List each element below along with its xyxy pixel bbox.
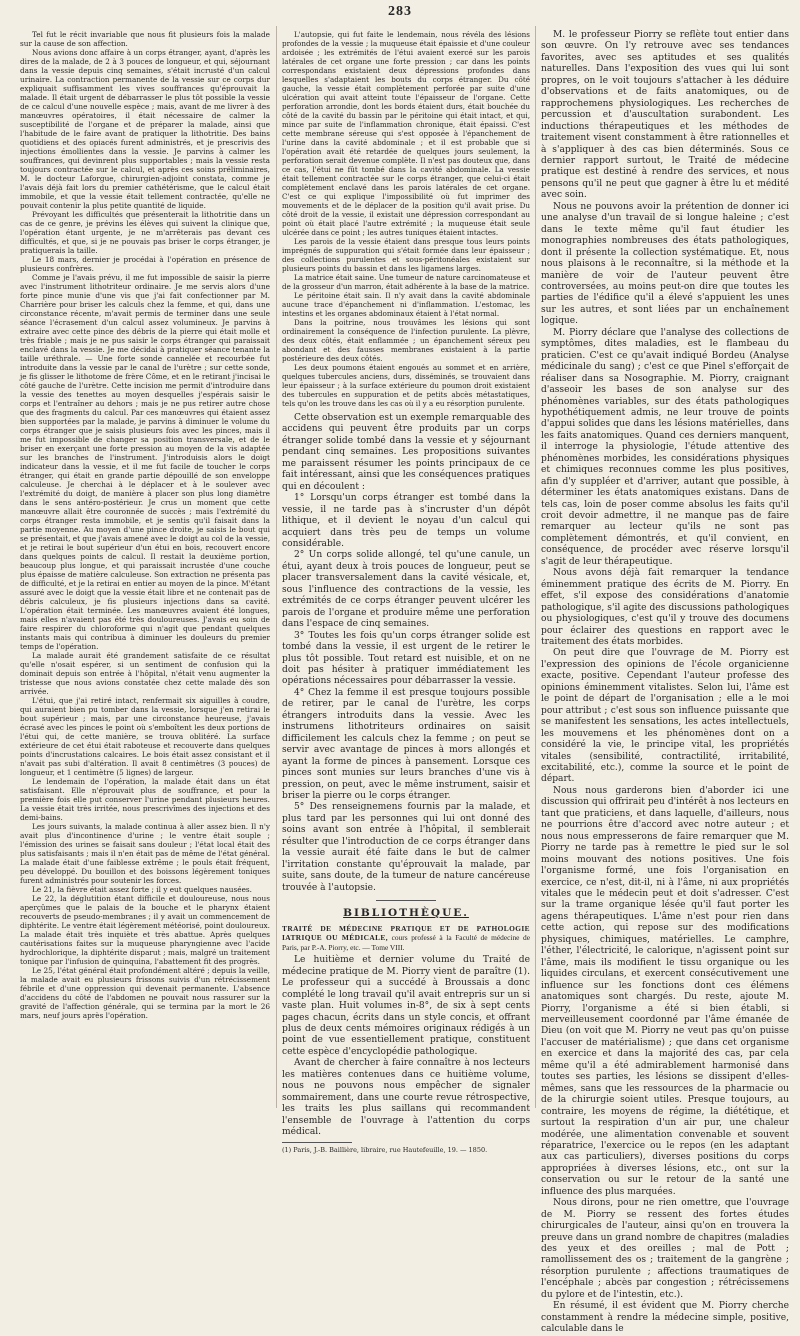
paragraph: Le lendemain de l'opération, la malade était dans un état satisfaisant. Elle n'éprouvait plus de souffrance, et pour la première fois elle put conserver l'urine pendant plusieurs heures. La vessie était très irritée, nous prescrivîmes des injections et des demi-bains. xyxy=(20,777,270,822)
paragraph: En résumé, il est évident que M. Piorry cherche constamment à rendre la médecine simple, positive, calculable dans le xyxy=(541,1301,789,1335)
paragraph: M. le professeur Piorry se reflète tout entier dans son œuvre. On l'y retrouve avec ses tendances favorites, avec ses aptitudes et ses qualités naturelles. Dans l'exposition des vues qui lui sont propres, on le voit toujours s'attacher à les déduire d'observations et de faits anatomiques, ou de rapprochemens physiologiques. Les recherches de percussion et d'auscultation surabondent. Les inductions thérapeutiques et les méthodes de traitement visent constamment à être rationnelles et à s'appliquer à des cas bien déterminés. Sous ce dernier rapport surtout, le Traité de médecine pratique est destiné à rendre des services, et nous pensons qu'il ne peut que gagner à être lu et médité avec soin. xyxy=(541,30,789,201)
paragraph: On peut dire que l'ouvrage de M. Piorry est l'expression des opinions de l'école organicienne exacte, positive. Cependant l'auteur professe des opinions éminemment vitalistes. Selon lui, l'âme est le point de départ de l'organisation ; elle a le moi pour attribut ; c'est sous son influence puissante que se manifestent les sensations, les actes intellectuels, les mouvemens et les phénomènes dont on a considéré la vie, le principe vital, les propriétés vitales (sensibilité, contractilité, irritabilité, excitabilité, etc.), comme la source et le point de départ. xyxy=(541,648,789,785)
book-title: TRAITÉ DE MÉDECINE PRATIQUE ET DE PATHOLOGIE IATRIQUE OU MÉDICALE, xyxy=(282,924,530,943)
paragraph: Nous dirons, pour ne rien omettre, que l'ouvrage de M. Piorry se ressent des fortes études chirurgicales de l'auteur, ainsi qu'on en trouvera la preuve dans un grand nombre de chapitres (maladies des yeux et des oreilles ; mal de Pott ; ramollissement des os ; traitement de la gangrène ; résorption purulente ; affections traumatiques de l'encéphale ; abcès par congestion ; rétrécissemens du pylore et de l'intestin, etc.). xyxy=(541,1198,789,1300)
footnote: (1) Paris, J.-B. Baillière, libraire, rue Hautefeuille, 19. — 1850. xyxy=(282,1145,488,1154)
paragraph: Dans la poitrine, nous trouvâmes les lésions qui sont ordinairement la conséquence de l'infection purulente. La plèvre, des deux côtés, était enflammée ; un épanchement séreux peu abondant et des fausses membranes existaient à la partie postérieure des deux côtés. xyxy=(282,318,530,363)
paragraph: Nous nous garderons bien d'aborder ici une discussion qui offrirait peu d'intérêt à nos lecteurs en tant que praticiens, et dans laquelle, d'ailleurs, nous ne pourrions être d'accord avec notre auteur ; et nous nous empresserons de faire remarquer que M. Piorry ne tarde pas à remettre le pied sur le sol moins mouvant des notions positives. Une fois l'organisme formé, une fois l'organisation en exercice, ce n'est, dit-il, ni à l'âme, ni aux propriétés vitales que le médecin peut et doit s'adresser. C'est sur la trame organique lésée qu'il faut porter les agens thérapeutiques. L'âme n'est pour rien dans cette action, qui repose sur des modifications physiques, chimiques, matérielles. Le camphre, l'éther, l'électricité, le calorique, n'agissent point sur l'âme, mais ils modifient le tissu organique ou les liquides circulans, et exercent consécutivement une influence sur les fonctions dont ces élémens anatomiques sont chargés. Du reste, ajoute M. Piorry, l'organisme a été si bien établi, si merveilleusement coordonné par l'âme émanée de Dieu (on voit que M. Piorry ne veut pas qu'on puisse l'accuser de matérialisme) ; que dans cet organisme en exercice et dans la majorité des cas, par cela même qu'il a été admirablement harmonisé dans toutes ses parties, les lésions se dissipent d'elles-mêmes, sans que les ressources de la pharmacie ou de la chirurgie soient utiles. Presque toujours, au contraire, les moyens de régime, la diététique, et surtout la respiration d'un air pur, une chaleur modérée, une alimentation convenable et souvent réparatrice, l'exercice ou le repos (en les adaptant aux cas particuliers), diverses positions du corps appropriées à diverses lésions, etc., ont sur la conservation ou sur le retour de la santé une influence des plus marquées. xyxy=(541,785,789,1197)
paragraph: 3° Toutes les fois qu'un corps étranger solide est tombé dans la vessie, il est urgent de le retirer le plus tôt possible. Tout retard est nuisible, et on ne doit pas hésiter à pratiquer immédiatement les opérations nécessaires pour débarrasser la vessie. xyxy=(282,630,530,687)
paragraph: Le 25, l'état général était profondément altéré ; depuis la veille, la malade avait eu plusieurs frissons suivis d'un rétrécissement fébrile et d'une oppression qui devenait permanente. L'absence d'accidens du côté de l'abdomen ne pouvait nous rassurer sur la gravité de l'affection générale, qui se termina par la mort le 26 mars, neuf jours après l'opération. xyxy=(20,966,270,1020)
column-1 xyxy=(20,30,270,1108)
paragraph: Le 18 mars, dernier je procédai à l'opération en présence de plusieurs confrères. xyxy=(20,255,270,273)
review-continuation-text xyxy=(541,30,789,1336)
paragraph: Le huitième et dernier volume du Traité de médecine pratique de M. Piorry vient de paraître (1). Le professeur qui a succédé à Broussais a donc complété le long travail qu'il avait entrepris sur un si vaste plan. Huit volumes in-8°, de six à sept cents pages chacun, écrits dans un style concis, et offrant plus de deux cents mémoires originaux rédigés à un point de vue essentiellement pratique, constituent cette espèce d'encyclopédie pathologique. xyxy=(282,955,530,1057)
paragraph: L'autopsie, qui fut faite le lendemain, nous révéla des lésions profondes de la vessie ; la muqueuse était épaissie et d'une couleur ardoisée ; les extrémités de l'étui avaient exercé sur les parois latérales de cet organe une forte pression ; car dans les points correspondans existaient deux dépressions profondes dans lesquelles s'adaptaient les bouts du corps étranger. Du côté gauche, la vessie était complètement perforée par suite d'une ulcération qui avait atteint toute l'épaisseur de l'organe. Cette perforation arrondie, dont les bords étaient durs, était bouchée du côté de la cavité du bassin par le péritoine qui était intact, et qui, mince par suite de l'inflammation chronique, était épaissi. C'est cette membrane séreuse qui s'est opposée à l'épanchement de l'urine dans la cavité abdominale ; et il est probable que si l'opération avait été retardée de quelques jours seulement, la perforation serait devenue complète. Il n'est pas douteux que, dans ce cas, l'étui ne fût tombé dans la cavité abdominale. La vessie était tellement contractée sur le corps étranger, que celui-ci était complètement enclavé dans les parois latérales de cet organe. C'est ce qui explique l'impossibilité où fut imprimer des mouvements et de le déplacer de la position qu'il avait prise. Du côté droit de la vessie, il existait une dépression correspondant au point où était placé l'autre extrémité ; la muqueuse était seule ulcérée dans ce point ; les autres tuniques étaient intactes. xyxy=(282,30,530,237)
case-report-text xyxy=(20,30,270,1020)
paragraph: Nous ne pouvons avoir la prétention de donner ici une analyse d'un travail de si longue haleine ; c'est dans le texte même qu'il faut étudier les monographies nombreuses des états pathologiques, dont il présente la collection systématique. Et, nous nous plaisons à le reconnaître, si la méthode et la manière de voir de l'auteur peuvent être controversées, au moins peut-on dire que toutes les parties de l'édifice qu'il a élevé s'appuient les unes sur les autres, et sont liées par un enchaînement logique. xyxy=(541,201,789,327)
paragraph: Le 21, la fièvre était assez forte ; il y eut quelques nausées. xyxy=(32,885,252,894)
section-separator xyxy=(376,900,436,901)
review-text xyxy=(282,955,530,1138)
paragraph: L'étui, que j'ai retiré intact, renfermait six aiguilles à coudre, qui auraient bien pu tomber dans la vessie, lorsque j'en retirai le bout supérieur ; mais, par une circonstance heureuse, j'avais écrasé avec les pinces le point où s'emboîtent les deux portions de l'étui qui, de cette manière, se trouva oblitéré. La surface extérieure de cet étui était raboteuse et recouverte dans quelques points d'incrustations calcaires. Le bois était assez consistant et il n'avait pas subi d'altération. Il avait 8 centimètres (3 pouces) de longueur, et 1 centimètre (5 lignes) de largeur. xyxy=(20,696,270,777)
paragraph: Prévoyant les difficultés que présenterait la lithotritie dans un cas de ce genre, je prévins les élèves qui suivent la clinique que, l'opération étant urgente, je ne m'arrêterais pas devant ces difficultés, et que, si je ne pouvais pas briser le corps étranger, je pratiquerais la taille. xyxy=(20,210,270,255)
paragraph: Nous avons déjà fait remarquer la tendance éminemment pratique des écrits de M. Piorry. En effet, s'il expose des considérations d'anatomie pathologique, s'il agite des discussions pathologiques ou physiologiques, c'est qu'il y trouve des documens pour éclairer des questions en rapport avec le traitement des états morbides. xyxy=(541,568,789,648)
paragraph: 2° Un corps solide allongé, tel qu'une canule, un étui, ayant deux à trois pouces de longueur, peut se placer transversalement dans la cavité vésicale, et, sous l'influence des contractions de la vessie, les extrémités de ce corps étranger peuvent ulcérer les parois de l'organe et produire même une perforation dans l'espace de cinq semaines. xyxy=(282,550,530,630)
paragraph: 1° Lorsqu'un corps étranger est tombé dans la vessie, il ne tarde pas à s'incruster d'un dépôt lithique, et il devient le noyau d'un calcul qui acquiert dans très peu de temps un volume considérable. xyxy=(282,493,530,549)
autopsy-text xyxy=(282,30,530,408)
paragraph: Nous avions donc affaire à un corps étranger, ayant, d'après les dires de la malade, de 2 à 3 pouces de longueur, et qui, séjournant dans la vessie depuis cinq semaines, s'était incrusté d'un calcul urinaire. La contraction permanente de la vessie sur ce corps dur expliquait suffisamment les vives souffrances qu'éprouvait la malade. Il était urgent de débarrasser le plus tôt possible la vessie de ce calcul d'une nouvelle espèce ; mais, avant de me livrer à des manœuvres opératoires, il était nécessaire de calmer la susceptibilité de l'organe et de préparer la malade, ainsi que l'habitude de le faire avant de pratiquer la lithotritie. Des bains quotidiens et des opiacés furent administrés, et je prescrivis des injections émollientes dans la vessie. Je parvins à calmer les souffrances, qui devinrent plus supportables ; mais la vessie resta toujours contractée sur le calcul, et après ces soins préliminaires, M. le docteur Laforgue, chirurgien-adjoint constata, comme je l'avais déjà fait lors du premier cathétérisme, que le calcul était immobile, et que la vessie était tellement contractée, qu'elle ne pouvait contenir la plus petite quantité de liquide. xyxy=(20,48,270,210)
observation-text xyxy=(282,413,530,894)
book-reference xyxy=(282,924,530,952)
paragraph: Avant de chercher à faire connaître à nos lecteurs les matières contenues dans ce huitième volume, nous ne pouvons nous empêcher de signaler sommairement, dans une courte revue rétrospective, les traits les plus saillans qui recommandent l'ensemble de l'ouvrage à l'attention du corps médical. xyxy=(282,1058,530,1138)
paragraph: Comme je l'avais prévu, il me fut impossible de saisir la pierre avec l'instrument lithotriteur ordinaire. Je me servis alors d'une forte pince munie d'une vis que j'ai fait confectionner par M. Charrière pour briser les calculs chez la femme, et qui, dans une circonstance récente, m'avait permis de terminer dans une seule séance l'écrasement d'un calcul assez volumineux. Je parvins à extraire avec cette pince des débris de la pierre qui était molle et très friable ; mais je ne pus saisir le corps étranger qui paraissait enclavé dans la vessie. Je me décidai à pratiquer séance tenante la taille uréthrale. — Une forte sonde cannelée et recourbée fut introduite dans la vessie par le canal de l'urètre ; sur cette sonde, je fis glisser le lithotome de frère Côme, et en le retirant j'incisai le côté gauche de l'urètre. Cette incision me permit d'introduire dans la vessie des tenettes au moyen desquelles j'espérais saisir le corps et l'entraîner au dehors ; mais je ne pus retirer autre chose que des fragments du calcul. Par ces manœuvres qui étaient assez bien supportées par la malade, je parvins à diminuer le volume du corps étranger que je saisis plusieurs fois avec les pinces, mais il me fut impossible de changer sa position transversale, et de le briser en exerçant une forte pression au moyen de la vis adaptée sur les branches de l'instrument. J'introduisis alors le doigt indicateur dans la vessie, et il me fut facile de toucher le corps étranger, qui était en grande partie dépouillé de son enveloppe calculeuse. Je cherchai à le déplacer et à le soulever avec l'extrémité du doigt, de manière à placer son plus long diamètre dans le sens antéro-postérieur. Je crus un moment que cette manœuvre allait être couronnée de succès ; mais l'extrémité du corps étranger resta immobile, et je sentis qu'il faisait dans la partie moyenne. Au moyen d'une pince droite, je saisis le bout qui se présentait, et que j'avais amené avec le doigt au col de la vessie, et je retirai le bout supérieur d'un étui en bois, recouvert encore dans quelques points de calcul. Il restait la deuxième portion, beaucoup plus longue, et qui paraissait incrustée d'une couche plus épaisse de matière calculeuse. Son extraction ne présenta pas de difficulté, et je la retirai en entier au moyen de la pince. M'étant assuré avec le doigt que la vessie était libre et ne contenait pas de débris calculeux, je fis plusieurs injections dans sa cavité. L'opération était terminée. Les manœuvres avaient été longues, mais elles n'avaient pas été très douloureuses. J'avais eu soin de faire respirer du chloroforme qui n'agit que pendant quelques instants mais qui contribua à diminuer les douleurs du premier temps de l'opération. xyxy=(20,273,271,651)
paragraph: Les parois de la vessie étaient dans presque tous leurs points imprégnés de suppuration qui s'était formée dans leur épaisseur ; des collections purulentes et sous-péritonéales existaient sur plusieurs points du bassin et dans les ligamens larges. xyxy=(282,237,530,273)
footnote-rule xyxy=(282,1142,352,1143)
paragraph: M. Piorry déclare que l'analyse des collections de symptômes, dites maladies, est le flambeau du praticien. C'est ce qu'avait indiqué Bordeu (Analyse médicinale du sang) ; c'est ce que Pinel s'efforçait de réaliser dans sa Nosographie. M. Piorry, craignant d'asseoir les bases de son analyse sur des phénomènes variables, sur des états pathologiques hypothétiquement admis, ne leur trouve de points d'appui solides que dans les lésions matérielles, dans les faits anatomiques. Quand ces derniers manquent, il interroge la physiologie, l'étude attentive des phénomènes morbides, les considérations physiques et chimiques reconnues comme les plus positives, afin d'y suppléer et d'arriver, autant que possible, à déterminer les états anatomiques existans. Dans de tels cas, loin de poser comme absolus les faits qu'il croit devoir admettre, il ne manque pas de faire remarquer au lecteur qu'ils ne sont pas complètement démontrés, et qu'il convient, en conséquence, de procéder avec réserve lorsqu'il s'agit de leur thérapeutique. xyxy=(541,327,789,567)
page-number: 283 xyxy=(388,4,412,19)
paragraph: Les deux poumons étaient engoués au sommet et en arrière, quelques tubercules anciens, durs, disséminés, se trouvaient dans leur épaisseur ; à la surface extérieure du poumon droit existaient des tubercules en suppuration et de petits abcès métastatiques, tels qu'on les trouve dans les cas où il y a eu résorption purulente. xyxy=(282,363,530,408)
column-2 xyxy=(282,30,530,1154)
column-rule xyxy=(276,26,277,1108)
column-rule xyxy=(535,26,536,1108)
paragraph: Les jours suivants, la malade continua à aller assez bien. Il n'y avait plus d'incontinence d'urine ; le ventre était souple ; l'émission des urines se faisait sans douleur ; l'état local était des plus satisfaisants ; mais il n'en était pas de même de l'état général. La malade était d'une faiblesse extrême ; le pouls était fréquent, peu développé. Du bouillon et des boissons légèrement toniques furent administrés pour soutenir les forces. xyxy=(20,822,270,885)
paragraph: 4° Chez la femme il est presque toujours possible de retirer, par le canal de l'urètre, les corps étrangers introduits dans la vessie. Avec les instrumens lithotriteurs ordinaires on saisit difficilement les calculs chez la femme ; on peut se servir avec avantage de pinces à mors allongés et ayant la forme de pinces à pansement. Lorsque ces pinces sont munies sur leurs branches d'une vis à pression, on peut, avec le même instrument, saisir et briser la pierre ou le corps étranger. xyxy=(282,687,530,801)
paragraph: 5° Des renseignemens fournis par la malade, et plus tard par les personnes qui lui ont donné des soins avant son entrée à l'hôpital, il semblerait résulter que l'introduction de ce corps étranger dans la vessie aurait été faite dans le but de calmer l'irritation constante qu'éprouvait la malade, par suite, sans doute, de la tumeur de nature cancéreuse trouvée à l'autopsie. xyxy=(282,802,530,893)
column-3 xyxy=(541,30,789,1335)
book-details: cours professé à la Faculté de médecine de Paris, par P.-A. Piorry, etc. — Tome VIII. xyxy=(282,933,530,952)
paragraph: Le péritoine était sain. Il n'y avait dans la cavité abdominale aucune trace d'épanchement ni d'inflammation. L'estomac, les intestins et les organes abdominaux étaient à l'état normal. xyxy=(282,291,530,318)
paragraph: La matrice était saine. Une tumeur de nature carcinomateuse et de la grosseur d'un marron, était adhérente à la base de la matrice. xyxy=(282,273,530,291)
paragraph: Le 22, la déglutition étant difficile et douloureuse, nous nous aperçûmes que le palais de la bouche et le pharynx étaient recouverts de pseudo-membranes ; il y avait un commencement de diphtérite. Le ventre était légèrement météorisé, point douloureux. La malade était très inquiète et très abattue. Après quelques cautérisations faites sur la muqueuse pharyngienne avec l'acide hydrochlorique, la diphtérite disparut ; mais, malgré un traitement tonique par l'infusion de quinquina, l'abattement fit des progrès. xyxy=(20,894,270,966)
paragraph: Tel fut le récit invariable que nous fit plusieurs fois la malade sur la cause de son affection. xyxy=(20,30,270,48)
paragraph: Cette observation est un exemple remarquable des accidens qui peuvent être produits par un corps étranger solide tombé dans la vessie et y séjournant pendant cinq semaines. Les propositions suivantes me paraissent résumer les points principaux de ce fait intéressant, ainsi que les conséquences pratiques qui en découlent : xyxy=(282,413,530,492)
paragraph: La malade aurait été grandement satisfaite de ce résultat qu'elle n'osait espérer, si un sentiment de confusion qui la dominait depuis son entrée à l'hôpital, n'était venu augmenter la tristesse que nous avions constatée chez cette malade dès son arrivée. xyxy=(20,651,270,696)
section-heading: BIBLIOTHÈQUE. xyxy=(343,907,469,920)
